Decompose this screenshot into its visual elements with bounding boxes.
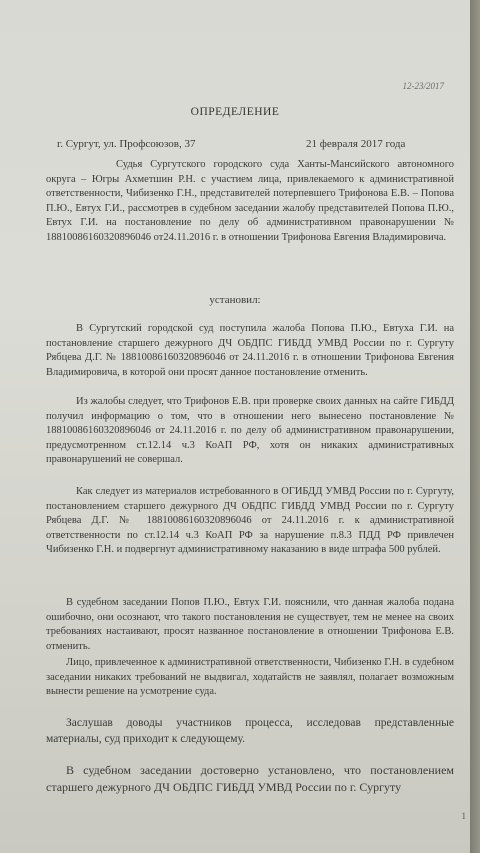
body-paragraph: В судебном заседании Попов П.Ю., Евтух Г.И. пояснили, что данная жалоба подана ошибочно, они осознают, что такого постановления не существует, тем не менее на своих требованиях настаивают, просят названное постановление в отношении Трифонова Е.В. отменить.	[46, 597, 454, 652]
body-paragraph: Как следует из материалов истребованного в ОГИБДД УМВД России по г. Сургуту, постановлением старшего дежурного ДЧ ОБДПС ГИБДД УМВД России по г. Сургуту Рябцева Д.Г. № 18810086160320896046 от 24.11.2016 г. к административной ответственности по ст.12.14 ч.3 КоАП РФ за нарушение п.8.3 ПДД РФ привлечен Чибизенко Г.Н. и подвергнут административному наказанию в виде штрафа 500 рублей.	[46, 486, 454, 556]
body-paragraph: В Сургутский городской суд поступила жалоба Попова П.Ю., Евтуха Г.И. на постановление старшего дежурного ДЧ ОБДПС ГИБДД УМВД России по г. Сургуту Рябцева Д.Г. № 18810086160320896046 от 24.11.2016 г. в отношении Трифонова Евгения Владимировича, в которой они просят данное постановление отменить.	[46, 323, 454, 378]
intro-paragraph: Судья Сургутского городского суда Ханты-Мансийского автономного округа – Югры Ахметшин Р.Н. с участием лица, привлекаемого к административной ответственности, Чибизенко Г.Н., представителей потерпевшего Трифонова Е.В. – Попова П.Ю., Евтух Г.И., рассмотрев в судебном заседании жалобу представителей Попова П.Ю., Евтух Г.И. на постановление по делу об административном правонарушении № 18810086160320896046 от24.11.2016 г. в отношении Трифонова Евгения Владимировича.	[46, 159, 454, 243]
page-edge-shadow	[470, 0, 480, 853]
document-date: 21 февраля 2017 года	[306, 138, 406, 150]
body-paragraph: В судебном заседании достоверно установлено, что постановлением старшего дежурного ДЧ ОБДПС ГИБДД УМВД России по г. Сургуту	[46, 763, 454, 794]
body-paragraph: Заслушав доводы участников процесса, исследовав представленные материалы, суд приходит к следующему.	[46, 717, 454, 745]
section-heading: установил:	[209, 294, 261, 306]
body-paragraph: Из жалобы следует, что Трифонов Е.В. при проверке своих данных на сайте ГИБДД получил информацию о том, что в отношении него вынесено постановление № 18810086160320896046 от 24.11.2016 г. по делу об административном правонарушении, предусмотренном ст.12.14 ч.3 КоАП РФ, хотя он никаких административных правонарушений не совершал.	[46, 396, 454, 466]
court-address: г. Сургут, ул. Профсоюзов, 37	[57, 138, 196, 150]
case-number-stamp: 12-23/2017	[402, 81, 444, 91]
body-paragraph: Лицо, привлеченное к административной ответственности, Чибизенко Г.Н. в судебном заседании никаких требований не выдвигал, ходатайств не заявлял, полагает возможным вынести решение на усмотрение суда.	[46, 657, 454, 698]
document-title: ОПРЕДЕЛЕНИЕ	[190, 106, 280, 118]
page-number: 1	[461, 811, 466, 821]
